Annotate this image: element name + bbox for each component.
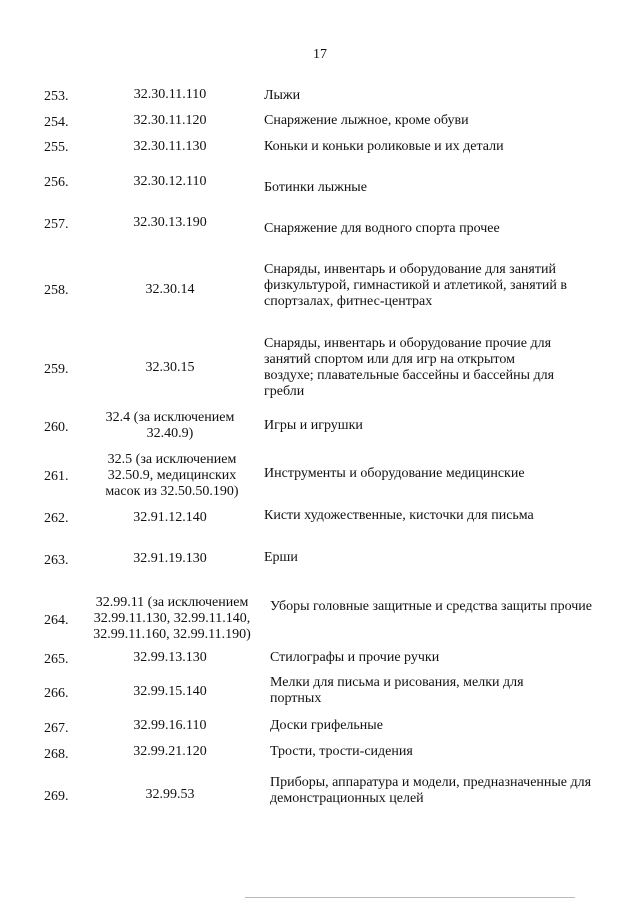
- row-number: 264.: [44, 613, 69, 628]
- product-name: Кисти художественные, кисточки для письма: [264, 508, 534, 523]
- row-number: 266.: [44, 686, 69, 701]
- product-name: Трости, трости-сидения: [270, 744, 413, 759]
- okpd-code: 32.4 (за исключением 32.40.9): [105, 410, 235, 441]
- okpd-code: 32.5 (за исключением 32.50.9, медицинских масок из 32.50.50.190): [105, 452, 239, 499]
- okpd-code: 32.30.11.120: [133, 113, 207, 128]
- product-name: Инструменты и оборудование медицинские: [264, 466, 525, 481]
- row-number: 257.: [44, 217, 69, 232]
- product-name: Снаряжение лыжное, кроме обуви: [264, 113, 469, 128]
- row-number: 262.: [44, 511, 69, 526]
- row-number: 265.: [44, 652, 69, 667]
- page-number: 17: [313, 47, 327, 62]
- row-number: 254.: [44, 115, 69, 130]
- product-name: Лыжи: [264, 88, 301, 103]
- row-number: 269.: [44, 789, 69, 804]
- product-name: Снаряжение для водного спорта прочее: [264, 221, 500, 236]
- product-name: Коньки и коньки роликовые и их детали: [264, 139, 504, 154]
- row-number: 255.: [44, 140, 69, 155]
- okpd-code: 32.91.12.140: [133, 510, 207, 525]
- product-name: Стилографы и прочие ручки: [270, 650, 440, 665]
- okpd-code: 32.99.11 (за исключением 32.99.11.130, 32.99.11.140, 32.99.11.160, 32.99.11.190): [93, 595, 251, 642]
- product-name: Снаряды, инвентарь и оборудование прочие для занятий спортом или для игр на открытом воздухе; плавательные бассейны и бассейны для гребли: [264, 336, 555, 399]
- row-number: 267.: [44, 721, 69, 736]
- row-number: 268.: [44, 747, 69, 762]
- okpd-code: 32.99.15.140: [133, 684, 207, 699]
- row-number: 260.: [44, 420, 69, 435]
- row-number: 261.: [44, 469, 69, 484]
- product-name: Приборы, аппаратура и модели, предназначенные для демонстрационных целей: [270, 775, 592, 806]
- row-number: 263.: [44, 553, 69, 568]
- page-bottom-rule: [245, 897, 575, 898]
- okpd-code: 32.30.11.130: [133, 139, 207, 154]
- row-number: 258.: [44, 283, 69, 298]
- row-number: 259.: [44, 362, 69, 377]
- okpd-code: 32.91.19.130: [133, 551, 207, 566]
- product-name: Мелки для письма и рисования, мелки для портных: [270, 675, 524, 706]
- product-name: Доски грифельные: [270, 718, 383, 733]
- product-name: Снаряды, инвентарь и оборудование для занятий физкультурой, гимнастикой и атлетикой, занятий в спортзалах, фитнес-центрах: [264, 262, 567, 309]
- okpd-code: 32.99.21.120: [133, 744, 207, 759]
- product-name: Ботинки лыжные: [264, 180, 367, 195]
- row-number: 256.: [44, 175, 69, 190]
- okpd-code: 32.30.15: [145, 360, 195, 375]
- product-name: Ерши: [264, 550, 298, 565]
- okpd-code: 32.99.16.110: [133, 718, 207, 733]
- okpd-code: 32.99.13.130: [133, 650, 207, 665]
- okpd-code: 32.30.12.110: [133, 174, 207, 189]
- product-name: Уборы головные защитные и средства защиты прочие: [270, 599, 592, 614]
- row-number: 253.: [44, 89, 69, 104]
- okpd-code: 32.99.53: [145, 787, 195, 802]
- okpd-code: 32.30.14: [145, 282, 195, 297]
- product-name: Игры и игрушки: [264, 418, 363, 433]
- okpd-code: 32.30.13.190: [133, 215, 207, 230]
- okpd-code: 32.30.11.110: [133, 87, 207, 102]
